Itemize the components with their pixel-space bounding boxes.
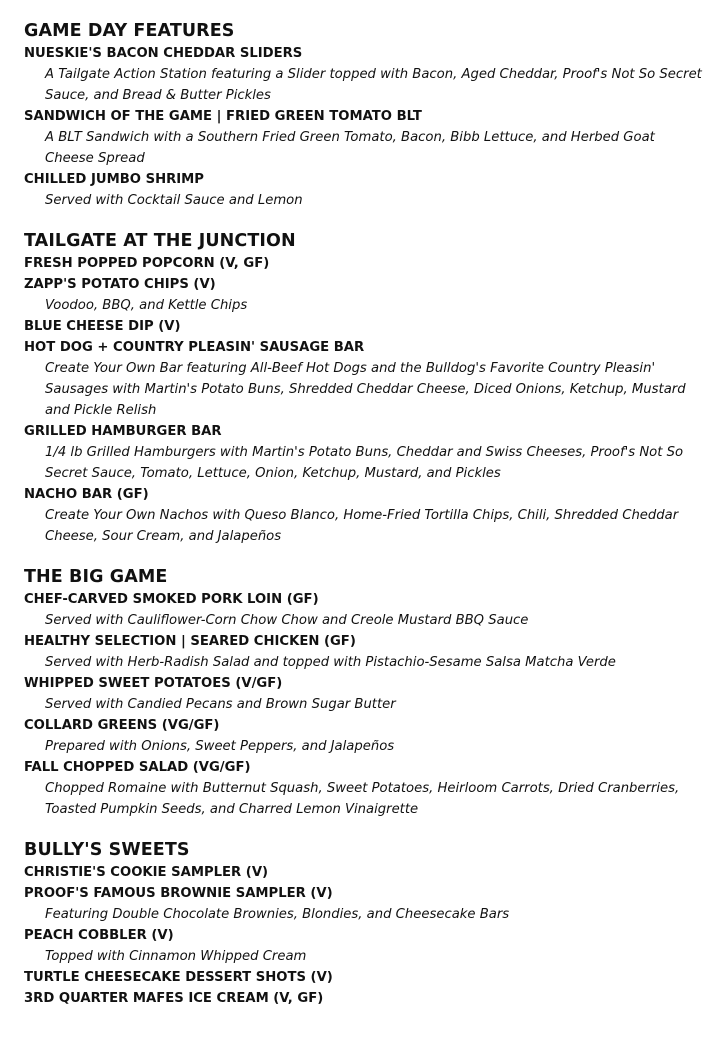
- menu-item: [24, 862, 717, 883]
- menu-item-name: NUESKIE'S BACON CHEDDAR SLIDERS: [24, 46, 303, 61]
- menu-item: [24, 589, 717, 631]
- menu-item-description: 1/4 lb Grilled Hamburgers with Martin's Potato Buns, Cheddar and Swiss Cheeses, Proof's Not So Secret Sauce, Tomato, Lettuce, Onion, Ketchup, Mustard, and Pickles: [45, 445, 684, 481]
- menu-item: [24, 925, 717, 967]
- menu-item-name: CHILLED JUMBO SHRIMP: [24, 172, 204, 187]
- menu-item-description: Create Your Own Nachos with Queso Blanco, Home-Fried Tortilla Chips, Chili, Shredded Cheddar Cheese, Sour Cream, and Jalapeños: [45, 508, 679, 544]
- menu-item-name: 3RD QUARTER MAFES ICE CREAM (V, GF): [24, 991, 324, 1006]
- menu-item-name: FALL CHOPPED SALAD (VG/GF): [24, 760, 251, 775]
- menu-item-description: Chopped Romaine with Butternut Squash, Sweet Potatoes, Heirloom Carrots, Dried Cranberries, Toasted Pumpkin Seeds, and Charred Lemon Vinaigrette: [45, 781, 680, 817]
- menu-item-name: GRILLED HAMBURGER BAR: [24, 424, 222, 439]
- menu-item: [24, 316, 717, 337]
- menu-item-name: HOT DOG + COUNTRY PLEASIN' SAUSAGE BAR: [24, 340, 365, 355]
- section-title: THE BIG GAME: [24, 567, 168, 587]
- menu-item: [24, 253, 717, 274]
- menu-section-bullys-sweets: [24, 839, 717, 1009]
- menu-item-description: Served with Candied Pecans and Brown Sugar Butter: [45, 697, 396, 712]
- menu-item-description: A BLT Sandwich with a Southern Fried Green Tomato, Bacon, Bibb Lettuce, and Herbed Goat Cheese Spread: [45, 130, 655, 166]
- menu-item-name: BLUE CHEESE DIP (V): [24, 319, 181, 334]
- menu-item-description: Served with Cocktail Sauce and Lemon: [45, 193, 303, 208]
- menu-item-description: A Tailgate Action Station featuring a Slider topped with Bacon, Aged Cheddar, Proof's Not So Secret Sauce, and Bread & Butter Pickles: [45, 67, 702, 103]
- menu-section-tailgate-at-the-junction: [24, 230, 717, 547]
- menu-item: [24, 715, 717, 757]
- menu-item-description: Create Your Own Bar featuring All-Beef Hot Dogs and the Bulldog's Favorite Country Pleasin' Sausages with Martin's Potato Buns, Shredded Cheddar Cheese, Diced Onions, Ketchup, Mustard and Pickle Relish: [45, 361, 686, 418]
- section-title: GAME DAY FEATURES: [24, 21, 235, 41]
- menu-item: [24, 883, 717, 925]
- menu-item: [24, 421, 717, 484]
- section-title: BULLY'S SWEETS: [24, 840, 190, 860]
- menu-item-description: Served with Herb-Radish Salad and topped with Pistachio-Sesame Salsa Matcha Verde: [45, 655, 616, 670]
- menu-item: [24, 337, 717, 421]
- menu-item: [24, 757, 717, 820]
- menu-item: [24, 673, 717, 715]
- menu-item-name: PEACH COBBLER (V): [24, 928, 174, 943]
- menu-item: [24, 484, 717, 547]
- menu-item: [24, 43, 717, 106]
- menu-item: [24, 274, 717, 316]
- menu-item-name: WHIPPED SWEET POTATOES (V/GF): [24, 676, 283, 691]
- menu-item: [24, 169, 717, 211]
- menu-item-name: TURTLE CHEESECAKE DESSERT SHOTS (V): [24, 970, 333, 985]
- menu-item-description: Prepared with Onions, Sweet Peppers, and Jalapeños: [45, 739, 395, 754]
- menu-item: [24, 631, 717, 673]
- menu-item-description: Featuring Double Chocolate Brownies, Blondies, and Cheesecake Bars: [45, 907, 510, 922]
- menu-item-name: ZAPP'S POTATO CHIPS (V): [24, 277, 216, 292]
- section-title: TAILGATE AT THE JUNCTION: [24, 231, 296, 251]
- menu-section-game-day-features: [24, 20, 717, 211]
- menu-item: [24, 967, 717, 988]
- menu-item-name: NACHO BAR (GF): [24, 487, 149, 502]
- menu-item-name: FRESH POPPED POPCORN (V, GF): [24, 256, 270, 271]
- menu-item-description: Topped with Cinnamon Whipped Cream: [45, 949, 307, 964]
- menu-item-name: CHEF-CARVED SMOKED PORK LOIN (GF): [24, 592, 319, 607]
- menu-item-description: Served with Cauliflower-Corn Chow Chow and Creole Mustard BBQ Sauce: [45, 613, 529, 628]
- menu-item-name: COLLARD GREENS (VG/GF): [24, 718, 220, 733]
- menu-section-the-big-game: [24, 566, 717, 820]
- menu-item-name: HEALTHY SELECTION | SEARED CHICKEN (GF): [24, 634, 356, 649]
- menu-item-name: CHRISTIE'S COOKIE SAMPLER (V): [24, 865, 269, 880]
- menu-item-name: SANDWICH OF THE GAME | FRIED GREEN TOMATO BLT: [24, 109, 422, 124]
- menu-item-name: PROOF'S FAMOUS BROWNIE SAMPLER (V): [24, 886, 333, 901]
- menu-item: [24, 988, 717, 1009]
- menu-item-description: Voodoo, BBQ, and Kettle Chips: [45, 298, 248, 313]
- menu-item: [24, 106, 717, 169]
